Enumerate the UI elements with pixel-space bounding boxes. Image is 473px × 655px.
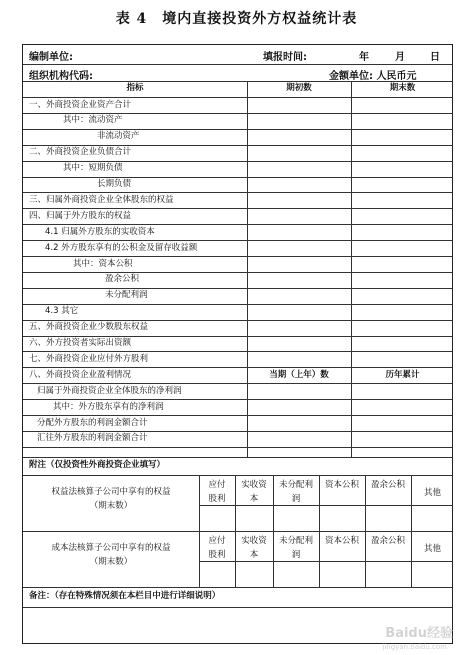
indicator-row-label: 五、外商投资企业少数股东权益	[29, 322, 149, 333]
indicator-row-label: 七、外商投资企业应付外方股利	[29, 353, 149, 364]
annex-col-header: 其他	[423, 488, 441, 498]
annex-col-header: 资本公积	[325, 536, 360, 546]
indicator-row-label: 长期负债	[97, 179, 132, 189]
annex-col-header: 应付股利	[208, 480, 226, 504]
indicator-row-label: 盈余公积	[105, 274, 140, 285]
statistics-form	[22, 44, 453, 644]
indicator-row-label: 分配外方股东的利润金额合计	[37, 417, 148, 428]
baidu-watermark-url: jingyan.baidu.com	[382, 643, 447, 651]
baidu-watermark: Baidu经验	[385, 626, 453, 641]
org-code-label: 组织机构代码:	[29, 71, 93, 82]
indicator-row-label: 四、归属于外方股东的权益	[29, 210, 132, 221]
annex-col-header: 资本公积	[325, 480, 360, 490]
annex-col-header: 未分配利润	[279, 536, 314, 560]
indicator-row-label: 二、外商投资企业负债合计	[29, 147, 132, 158]
month-label: 月	[395, 52, 405, 63]
indicator-row-label: 其中：流动资产	[63, 115, 123, 126]
indicator-row-label: 一、外商投资企业资产合计	[29, 99, 132, 110]
annex-equity-method-label: 权益法核算子公司中享有的权益 （期末数）	[51, 487, 171, 511]
col-historical-total: 历年累计	[385, 369, 420, 380]
year-label: 年	[359, 52, 369, 63]
annex-col-header: 未分配利润	[279, 480, 314, 504]
annex-col-header: 盈余公积	[371, 536, 406, 546]
currency-unit-label: 金额单位: 人民币元	[329, 71, 417, 82]
indicator-row-label: 4.3 其它	[45, 306, 79, 317]
annex-col-header: 实收资本	[241, 536, 267, 560]
fill-time-label: 填报时间:	[263, 52, 307, 63]
col-end: 期末数	[389, 83, 416, 93]
annex-col-header: 盈余公积	[371, 480, 406, 490]
indicator-row-label: 4.2 外方股东享有的公积金及留存收益额	[45, 242, 198, 253]
indicator-row-label: 其中：外方股东享有的净利润	[53, 401, 164, 412]
indicator-row-label: 八、外商投资企业盈利情况	[29, 369, 132, 380]
remark-label: 备注：（存在特殊情况须在本栏目中进行详细说明）	[29, 591, 221, 601]
col-indicator: 指标	[126, 83, 144, 93]
indicator-row-label: 汇往外方股东的利润金额合计	[37, 433, 148, 444]
page-title: 表 4 境内直接投资外方权益统计表	[115, 11, 358, 27]
indicator-row-label: 未分配利润	[105, 290, 148, 301]
indicator-row-label: 三、归属外商投资企业全体股东的权益	[29, 194, 174, 205]
indicator-row-label: 4.1 归属外方股东的实收资本	[45, 226, 155, 237]
day-label: 日	[430, 52, 440, 63]
annex-cost-method-label: 成本法核算子公司中享有的权益 （期末数）	[51, 543, 171, 567]
annex-heading: 附注（仅投资性外商投资企业填写）	[29, 460, 166, 470]
indicator-row-label: 非流动资产	[97, 131, 140, 142]
compiler-label: 编制单位:	[29, 52, 73, 63]
indicator-row-label: 六、外方投资者实际出资额	[29, 338, 132, 348]
annex-col-header: 其他	[423, 544, 441, 554]
indicator-row-label: 其中：资本公积	[73, 258, 133, 269]
annex-col-header: 应付股利	[208, 536, 226, 560]
annex-col-header: 实收资本	[241, 480, 267, 504]
indicator-row-label: 归属于外商投资企业全体股东的净利润	[37, 385, 182, 396]
indicator-row-label: 其中：短期负债	[63, 163, 123, 174]
col-current-period: 当期（上年）数	[269, 369, 329, 380]
col-begin: 期初数	[286, 83, 312, 93]
